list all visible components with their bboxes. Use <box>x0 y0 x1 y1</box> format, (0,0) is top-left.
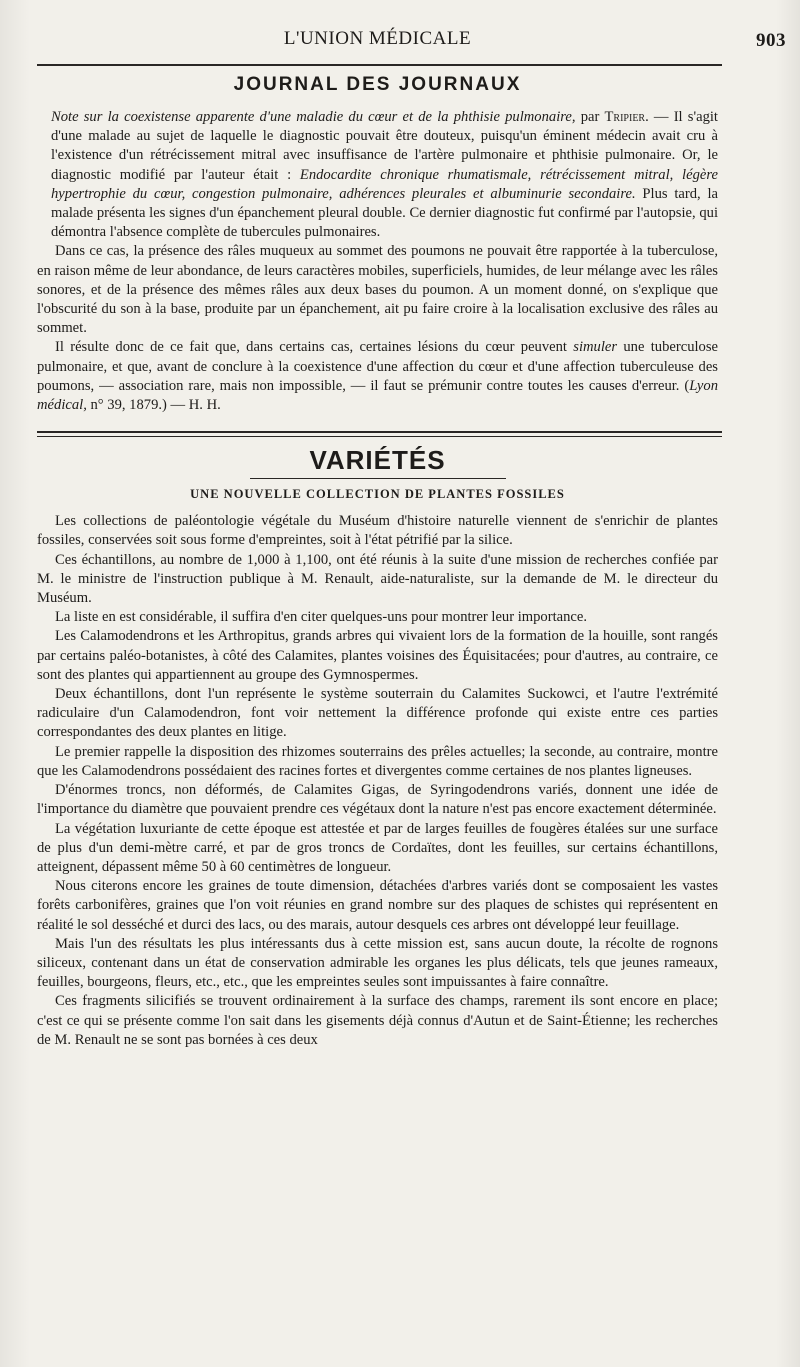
title-underline <box>250 478 506 479</box>
article-paragraph: Les Calamodendrons et les Arthropitus, grands arbres qui vivaient lors de la formation de la houille, sont rangés par certains paléo-botanistes, à côté des Calamites, plantes voisines des Équisitacées; pour d'autres, au contraire, ce sont des plantes qui appartiennent au groupe des Gymnospermes. <box>37 628 718 683</box>
article-paragraph: Mais l'un des résultats les plus intéressants dus à cette mission est, sans aucun doute, la récolte de rognons siliceux, contenant dans un état de conservation admirable les organes les plus délicats, tels que jeunes rameaux, feuilles, bourgeons, fleurs, etc., etc., que les empreintes seules sont impuissantes à faire connaître. <box>37 935 718 991</box>
note-author: Tripier. <box>604 109 649 125</box>
article-paragraph: Ces fragments silicifiés se trouvent ordinairement à la surface des champs, rarement ils sont encore en place; c'est ce qui se présente comme l'on sait dans les gisements déjà connus d'Autun et de Saint-Étienne; les recherches de M. Renault ne se sont pas bornées à ces deux <box>37 993 718 1048</box>
note-by: par <box>575 109 605 125</box>
article-paragraph: La liste en est considérable, il suffira d'en citer quelques-uns pour montrer leur importance. <box>55 609 588 626</box>
note-paragraph-1 <box>37 108 718 242</box>
note-title: Note sur la coexistense apparente d'une maladie du cœur et de la phthisie pulmonaire, <box>51 109 576 125</box>
note-diagnosis: Endocardite chronique rhumatismale, rétrécissement mitral, légère hypertrophie du cœur, congestion pulmonaire, adhérences pleurales et albuminurie secondaire. <box>51 166 718 202</box>
section-title-varietes: VARIÉTÉS <box>309 445 446 476</box>
article-paragraph: Les collections de paléontologie végétale du Muséum d'histoire naturelle viennent de s'enrichir de plantes fossiles, conservées soit sous forme d'empreintes, soit à l'état pétrifié par la silice. <box>37 513 718 549</box>
article-paragraph: Deux échantillons, dont l'un représente le système souterrain du Calamites Suckowci, et l'autre l'extrémité radiculaire d'un Calamodendron, font voir nettement la différence profonde qui existe entre ces parties correspondantes des deux plantes en litige. <box>37 686 718 741</box>
section-title-journal: JOURNAL DES JOURNAUX <box>233 74 522 95</box>
note-p3-ref: n° 39, 1879.) — H. H. <box>86 397 221 414</box>
page-number: 903 <box>756 30 786 51</box>
article-paragraph: Nous citerons encore les graines de toute dimension, détachées d'arbres variés dont se composaient les vastes forêts carbonifères, graines que l'on voit réunies en grand nombre sur des plaques de schistes qui représentent en réalité le sol desséché et durci des lacs, ou des marais, autour desquels ces arbres ont développé leur feuillage. <box>37 878 718 933</box>
note-p1-text: — Il s'agit d'une malade au sujet de laquelle le diagnostic pouvait être douteux, puisqu'un éminent médecin avait cru à l'existence d'un rétrécissement mitral avec insuffisance de l'artère pulmonaire et phthisie pulmonaire. Or, le diagnostic modifié par l'auteur était : <box>51 109 718 183</box>
note-p1-end: Plus tard, la malade présenta les signes d'un épanchement pleural double. Ce dernier diagnostic fut confirmé par l'autopsie, qui démontra l'absence complète de tubercules pulmonaires. <box>51 185 719 241</box>
note-p3-start: Il résulte donc de ce fait que, dans certains cas, certaines lésions du cœur peuvent <box>55 339 574 356</box>
journal-name: L'UNION MÉDICALE <box>283 28 472 49</box>
article-title: UNE NOUVELLE COLLECTION DE PLANTES FOSSILES <box>190 487 565 502</box>
note-paragraph-2: Dans ce cas, la présence des râles muqueux au sommet des poumons ne pouvait être rapportée à la tuberculose, en raison même de leur abondance, de leurs caractères mobiles, superficiels, humides, de leur mélange avec les râles sonores, et de la présence des mêmes râles aux deux bases du poumon. A un moment donné, on s'explique que l'obscurité du son à la base, produite par un épanchement, ait pu faire croire à la localisation exclusive des râles au sommet. <box>37 243 718 337</box>
note-p3-source: Lyon médical, <box>37 377 718 414</box>
article-paragraph: D'énormes troncs, non déformés, de Calamites Gigas, de Syringodendrons variés, donnent une idée de l'importance du diamètre que pouvaient prendre ces végétaux dont la nature n'est pas encore exactement déterminée. <box>37 782 718 818</box>
article-paragraph: Ces échantillons, au nombre de 1,000 à 1,100, ont été réunis à la suite d'une mission de recherches confiée par M. le ministre de l'instruction publique à M. Renault, aide-naturaliste, sur la demande de M. le directeur du Muséum. <box>37 551 718 607</box>
note-p3-simuler: simuler <box>573 339 618 356</box>
note-p3-middle: une tuberculose pulmonaire, et que, avant de conclure à la coexistence d'une affection du cœur et d'une affection tuberculeuse des poumons, — association rare, mais non impossible, — il faut se prémunir contre toutes les causes d'erreur. ( <box>37 339 718 394</box>
running-head <box>37 28 786 56</box>
article-paragraph: La végétation luxuriante de cette époque est attestée et par de larges feuilles de fougères étalées sur une surface de plus d'un demi-mètre carré, et par de gros troncs de Cordaïtes, dont les feuilles, sur certains échantillons, atteignent, dépassent même 50 à 60 centimètres de longueur. <box>37 820 718 875</box>
article-paragraph: Le premier rappelle la disposition des rhizomes souterrains des prêles actuelles; la seconde, au contraire, montre que les Calamodendrons possédaient des racines fortes et divergentes comme certaines de nos plantes ligneuses. <box>37 743 718 779</box>
section-divider <box>37 431 722 437</box>
header-rule <box>37 64 722 66</box>
note-paragraph-3 <box>37 338 718 415</box>
